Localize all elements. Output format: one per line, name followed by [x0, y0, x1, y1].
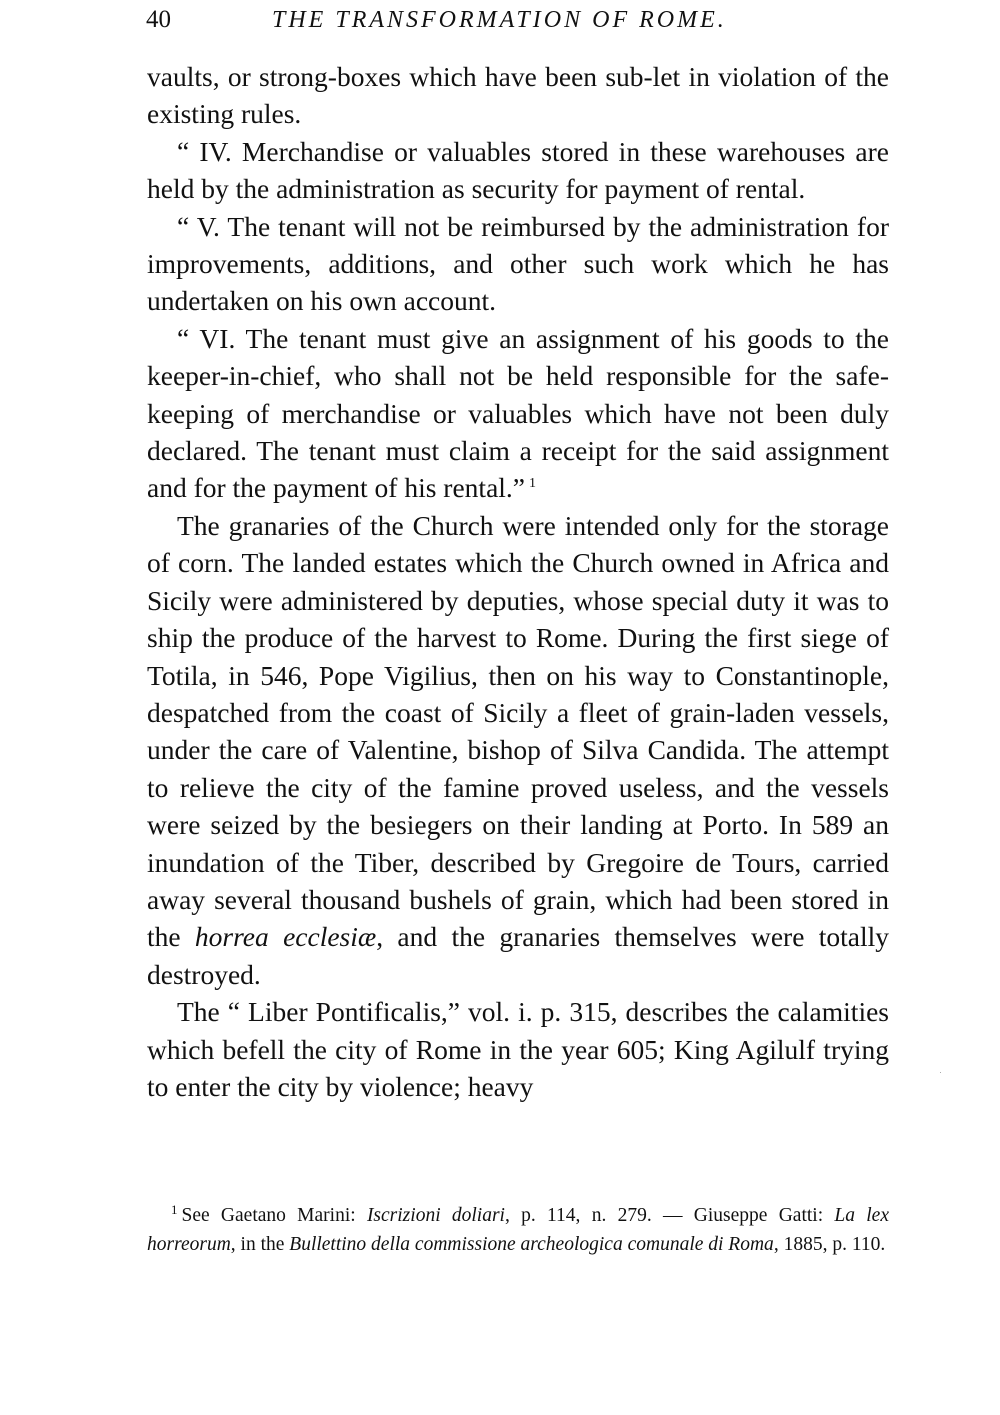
- page-number: 40: [146, 6, 171, 33]
- running-title: THE TRANSFORMATION OF ROME.: [272, 7, 727, 33]
- granaries-text: The granaries of the Church were intended only for the storage of corn. The landed estates which the Church owned in Africa and Sicily were administered by deputies, whose special duty it was to ship the produce of the harvest to Rome. During the first siege of Totila, in 546, Pope Vigilius, then on his way to Constantinople, despatched from the coast of Sicily a fleet of grain-laden vessels, under the care of Valentine, bishop of Silva Candida. The attempt to relieve the city of the famine proved useless, and the vessels were seized by the besiegers on their landing at Porto. In 589 an inundation of the Tiber, described by Gregoire de Tours, carried away several thousand bushels of grain, which had been stored in the: [147, 509, 889, 953]
- horrea-ecclesiae-term: horrea ecclesiæ: [194, 921, 377, 953]
- footnote-1: [147, 1202, 889, 1259]
- paragraph-rule-iv: “ IV. Merchandise or valuables stored in these warehouses are held by the administration as security for payment of rental.: [147, 135, 889, 205]
- footnote-title-iscrizioni: Iscrizioni doliari: [366, 1205, 505, 1226]
- granaries-text-end: , and the granaries themselves were totally destroyed.: [147, 921, 889, 990]
- paragraph-continuation: vaults, or strong-boxes which have been sub-let in violation of the existing rules.: [147, 61, 889, 130]
- paragraph-granaries: [147, 507, 889, 993]
- footnote-title-lex-horreorum: La lex horreorum: [147, 1205, 889, 1255]
- footnote-title-bullettino: Bullettino della commissione archeologica comunale di Roma: [289, 1233, 774, 1255]
- footnote-reference: 1: [529, 476, 536, 492]
- footnotes: [147, 1202, 889, 1259]
- paragraph-rule-v: “ V. The tenant will not be reimbursed by the administration for improvements, additions, and other such work which he has undertaken on his own account.: [147, 210, 889, 317]
- page-header: [146, 4, 888, 44]
- paragraph-rule-vi: [147, 320, 889, 507]
- main-text: [147, 58, 889, 1105]
- scan-speck: [940, 1072, 941, 1073]
- footnote-text: , p. 114, n. 279. — Giuseppe Gatti:: [504, 1205, 835, 1226]
- paragraph-liber-pontificalis: The “ Liber Pontificalis,” vol. i. p. 315, describes the calamities which befell the city of Rome in the year 605; King Agilulf trying to enter the city by violence; heavy: [147, 996, 889, 1102]
- rule-vi-text: “ VI. The tenant must give an assignment of his goods to the keeper-in-chief, who shall not be held responsible for the safe-keeping of merchandise or valuables which have not been duly declared. The tenant must claim a receipt for the said assignment and for the payment of his rental.”: [147, 322, 889, 504]
- footnote-text: , in the: [230, 1233, 290, 1255]
- footnote-text: See Gaetano Marini:: [181, 1205, 367, 1226]
- footnote-text: , 1885, p. 110.: [773, 1233, 886, 1255]
- footnote-mark: 1: [171, 1201, 178, 1217]
